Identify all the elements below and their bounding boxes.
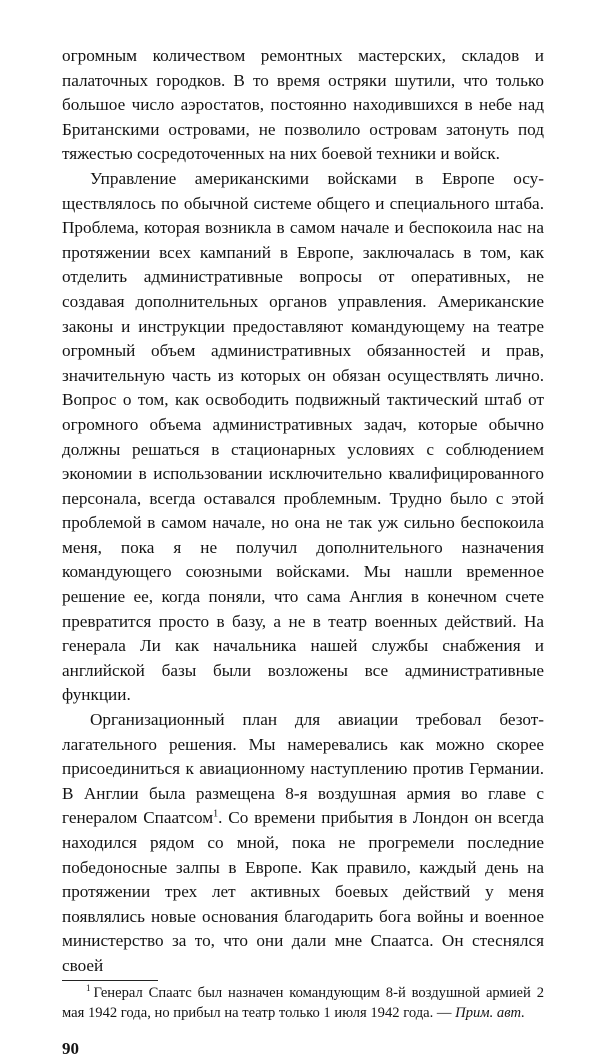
footnote-number: 1 <box>86 982 91 993</box>
footnote-author-note: Прим. авт. <box>455 1004 525 1021</box>
book-page <box>62 44 544 1060</box>
footnote <box>62 983 544 1023</box>
paragraph-3-text-start: Организационный план для авиации требовал безотлагательного решения. Мы намеревались как можно скорее присоединиться к авиационному наступлению против Германии. В Англии была размещена 8-я воздушная армия во главе с генералом Спаатсом <box>62 710 544 828</box>
footnote-text: Генерал Спаатс был назначен командующим 8-й воздушной армией 2 мая 1942 года, но прибыл на театр только 1 июля 1942 года. — <box>62 984 544 1021</box>
page-number: 90 <box>62 1038 79 1058</box>
footnote-divider <box>62 980 158 981</box>
paragraph-3 <box>62 708 544 979</box>
paragraph-3-text-end: . Со времени прибытия в Лондон он всегда находился рядом со мной, пока не прогремели последние победоносные залпы в Европе. Как правило, каждый день на протяжении трех лет активных боевых действий у меня появлялись новые основания благодарить бога войны и военное министерство за то, что они дали мне Спаатса. Он стеснялся своей <box>62 808 544 975</box>
paragraph-1: огромным количеством ремонтных мастерских, складов и палаточных городков. В то время остряки шутили, что только большое число аэростатов, постоянно находившихся в небе над Британскими островами, не позволило островам затонуть под тяжестью сосредоточенных на них боевой техники и войск. <box>62 46 544 164</box>
footnote-reference: 1 <box>213 808 219 820</box>
paragraph-2: Управление американскими войсками в Европе осуществлялось по обычной системе общего и специального штаба. Проблема, которая возникла в самом начале и беспокоила нас на протяжении всех кампаний в Европе, заключалась в том, как отделить административные вопросы от оперативных, не создавая дополнительных органов управления. Американские законы и инструкции предоставляют командующему на театре огромный объем административных обязанностей и прав, значительную часть из которых он обязан осуществлять лично. Вопрос о том, как освободить подвижный тактический штаб от огромного объема административных задач, которые обычно должны решаться в стационарных условиях с соблюдением экономии в использовании исключительно квалифицированного персонала, всегда оставался проблемным. Трудно было с этой проблемой в самом начале, но она не так уж сильно беспокоила меня, пока я не получил дополнительного назначения командующего союзными войсками. Мы нашли временное решение ее, когда поняли, что сама Англия в конечном счете превратится просто в базу, а не в театр военных действий. На генерала Ли как начальника нашей службы снабжения и английской базы были возложены все административные функции. <box>62 168 544 705</box>
